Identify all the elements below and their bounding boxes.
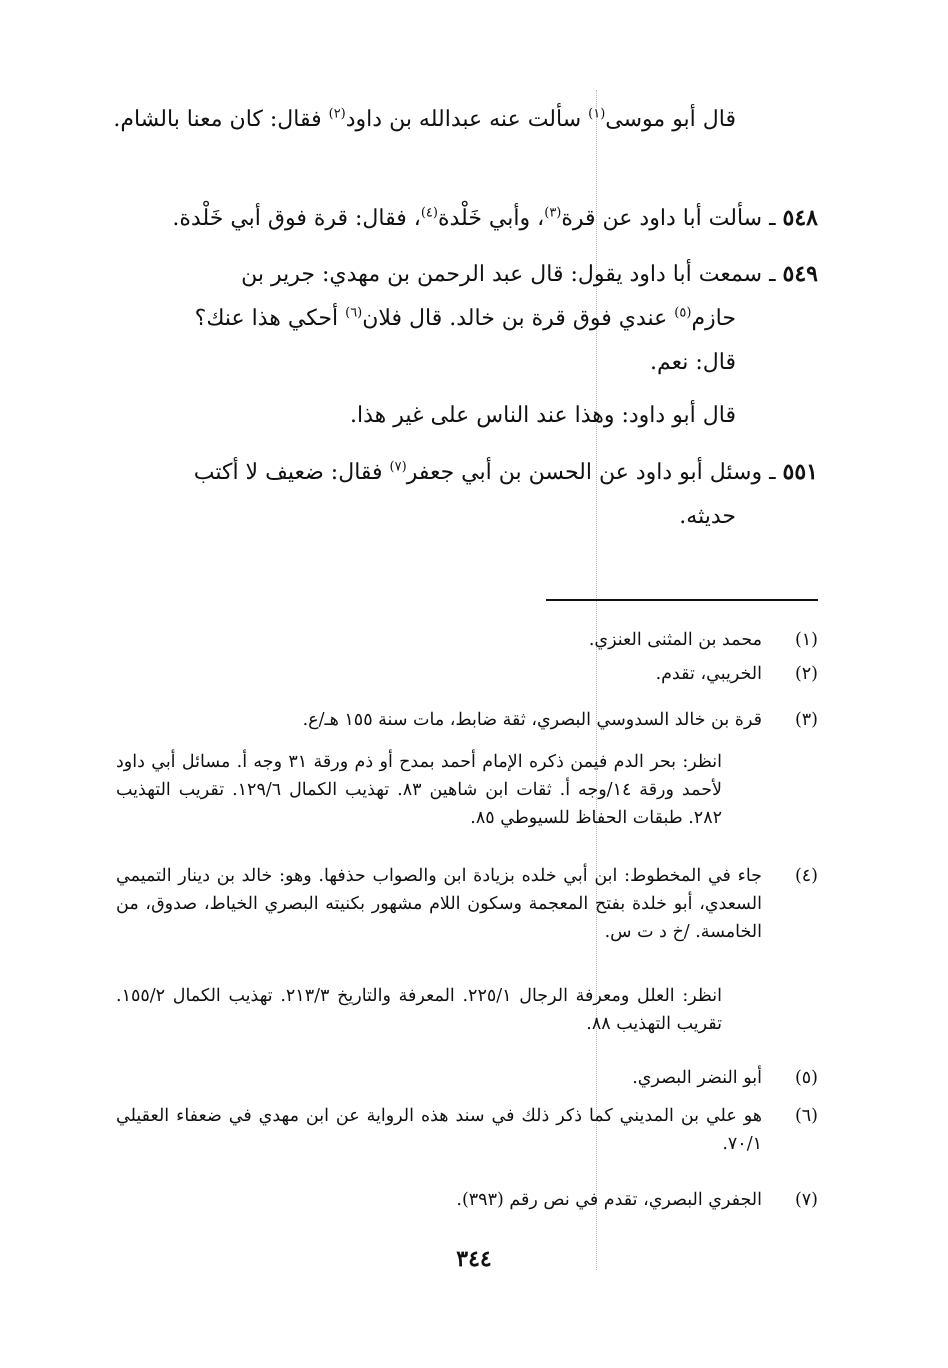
text-segment: فقال: ضعيف لا أكتب: [193, 460, 390, 485]
text-segment: سألت عنه عبدالله بن داود: [345, 107, 589, 132]
footnote-text: الخريبي، تقدم.: [655, 664, 762, 684]
footnote-number: (٤): [794, 866, 818, 886]
footnote-2: [116, 660, 818, 688]
text-segment: ، وأبي خَلْدة: [437, 206, 545, 231]
footnote-3: [116, 706, 818, 734]
line: [112, 252, 818, 297]
footnote-number: (٥): [794, 1068, 818, 1088]
text-segment: ـ وسئل أبو داود عن الحسن بن أبي جعفر: [406, 460, 783, 485]
footnote-text: هو علي بن المديني كما ذكر ذلك في سند هذه الرواية عن ابن مهدي في ضعفاء العقيلي ٧٠/١.: [116, 1106, 762, 1154]
text-segment: حديثه.: [679, 504, 736, 529]
footnote-ref-6[interactable]: (٦): [345, 305, 363, 321]
paragraph-549: [112, 252, 818, 385]
text-segment: قال: نعم.: [650, 350, 736, 375]
text-segment: حازم: [691, 306, 736, 331]
footnote-ref-4[interactable]: (٤): [420, 205, 438, 221]
text-segment: ، فقال: قرة فوق أبي خَلْدة.: [172, 206, 421, 231]
footnote-ref-3[interactable]: (٣): [544, 205, 562, 221]
text-segment: قال أبو موسى: [605, 107, 736, 132]
footnote-number: (٢): [794, 664, 818, 684]
paragraph-abu-musa: [112, 98, 818, 142]
footnote-ref-1[interactable]: (١): [588, 106, 606, 122]
footnote-ref-5[interactable]: (٥): [674, 305, 692, 321]
footnote-number: (٣): [794, 710, 818, 730]
footnote-text: جاء في المخطوط: ابن أبي خلده بزيادة ابن والصواب حذفها. وهو: خالد بن دينار التميمي السعدي، أبو خلدة بفتح المعجمة وسكون اللام مشهور بكنيته البصري الخياط، صدوق، من الخامسة. /خ د ت س.: [116, 866, 762, 942]
line: [112, 450, 818, 495]
text-segment: ـ سمعت أبا داود يقول: قال عبد الرحمن بن مهدي: جرير بن: [241, 262, 783, 287]
footnote-ref-2[interactable]: (٢): [328, 106, 346, 122]
paragraph-551: [112, 450, 818, 539]
text-segment: فقال: كان معنا بالشام.: [113, 107, 329, 132]
footnote-number: (٦): [794, 1106, 818, 1126]
line: [112, 297, 818, 341]
text-segment: ـ سألت أبا داود عن قرة: [561, 206, 783, 231]
footnote-text: الجفري البصري، تقدم في نص رقم (٣٩٣).: [456, 1190, 762, 1210]
footnote-text: قرة بن خالد السدوسي البصري، ثقة ضابط، مات سنة ١٥٥ هـ/ع.: [302, 710, 762, 730]
footnote-text: أبو النضر البصري.: [632, 1068, 762, 1088]
page-number: ٣٤٤: [456, 1246, 492, 1272]
text-segment: أحكي هذا عنك؟: [194, 306, 346, 331]
entry-number: ٥٤٨: [782, 205, 818, 231]
footnote-5: [116, 1064, 818, 1092]
paragraph-548: [112, 196, 818, 241]
footnote-number: (٧): [794, 1190, 818, 1210]
footnote-text: محمد بن المثنى العنزي.: [588, 630, 762, 650]
footnote-ref-7[interactable]: (٧): [389, 459, 407, 475]
footnote-number: (١): [794, 630, 818, 650]
footnote-3-references: انظر: بحر الدم فيمن ذكره الإمام أحمد بمدح أو ذم ورقة ٣١ وجه أ. مسائل أبي داود لأحمد ورقة ١٤/وجه أ. ثقات ابن شاهين ٨٣. تهذيب الكمال ١٢٩/٦. تقريب التهذيب ٢٨٢. طبقات الحفاظ للسيوطي ٨٥.: [116, 752, 723, 828]
footnote-6: [116, 1102, 818, 1158]
text-segment: عندي فوق قرة بن خالد. قال فلان: [362, 306, 675, 331]
paragraph-550: [112, 394, 818, 438]
line: [112, 341, 818, 385]
footnote-4: [116, 862, 818, 946]
footnote-1: [116, 626, 818, 654]
footnote-4-references: انظر: العلل ومعرفة الرجال ٢٢٥/١. المعرفة والتاريخ ٢١٣/٣. تهذيب الكمال ١٥٥/٢. تقريب التهذيب ٨٨.: [116, 986, 722, 1034]
footnote-7: [116, 1186, 818, 1214]
footnote-separator: [546, 599, 818, 601]
entry-number: ٥٥١: [782, 459, 818, 485]
line: [112, 495, 818, 539]
entry-number: ٥٤٩: [782, 261, 818, 287]
text-segment: قال أبو داود: وهذا عند الناس على غير هذا.: [350, 403, 736, 428]
